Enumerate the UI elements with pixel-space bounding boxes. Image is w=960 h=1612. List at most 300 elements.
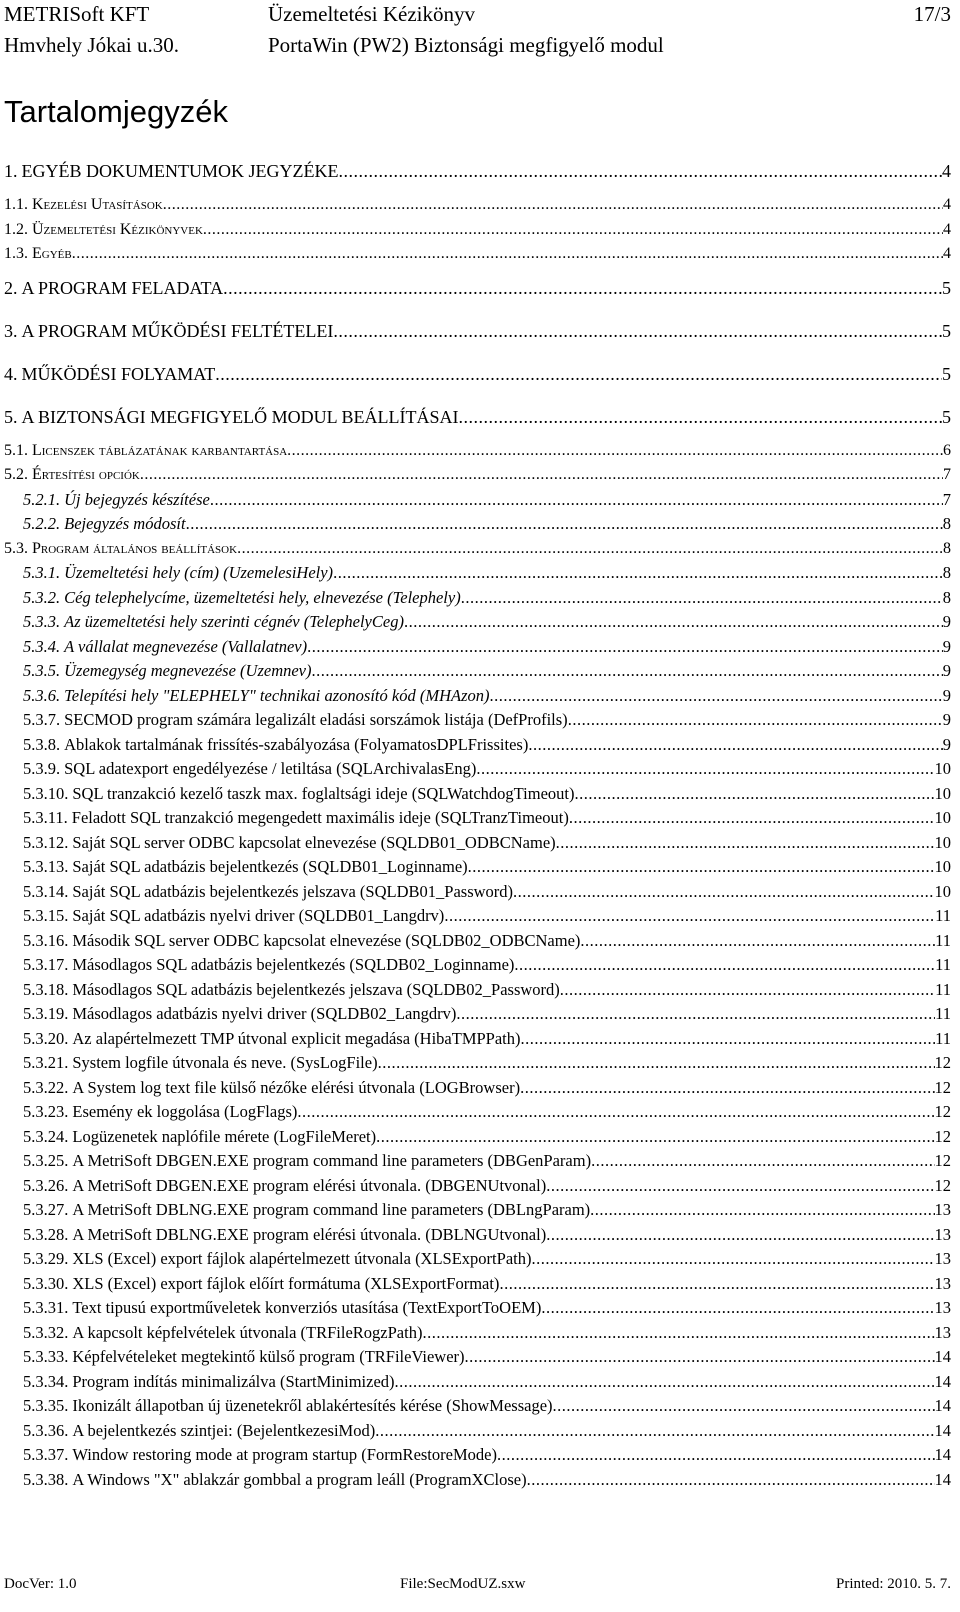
- toc-entry-text: [23, 1002, 456, 1027]
- toc-entry-title: Text tipusú exportműveletek konverziós utasítása (TextExportToOEM): [72, 1298, 542, 1317]
- toc-entry[interactable]: [4, 150, 951, 193]
- toc-entry[interactable]: [4, 610, 951, 635]
- toc-entry-page: 13: [934, 1322, 951, 1342]
- toc-entry[interactable]: [4, 1247, 951, 1272]
- toc-entry-number: 5.3.22.: [23, 1077, 69, 1097]
- toc-entry-number: 5.3.: [4, 539, 28, 557]
- toc-dot-leader: [163, 193, 943, 218]
- toc-entry-text: [23, 1198, 590, 1223]
- toc-entry[interactable]: [4, 635, 951, 660]
- toc-entry-number: 5.3.21.: [23, 1053, 69, 1072]
- toc-entry-page: 11: [935, 930, 951, 950]
- toc-dot-leader: [404, 610, 943, 635]
- toc-entry-number: 5.3.15.: [23, 906, 69, 925]
- toc-entry[interactable]: [4, 1125, 951, 1150]
- toc-entry[interactable]: [4, 904, 951, 929]
- toc-entry-text: [23, 561, 333, 586]
- toc-entry-text: [23, 586, 461, 611]
- toc-entry-number: 5.3.23.: [23, 1102, 69, 1121]
- toc-entry-title: EGYÉB DOKUMENTUMOK JEGYZÉKE: [21, 161, 339, 181]
- toc-dot-leader: [375, 1419, 934, 1444]
- toc-entry[interactable]: [4, 488, 951, 513]
- page-title: Tartalomjegyzék: [4, 94, 228, 129]
- toc-entry-page: 8: [942, 514, 951, 533]
- toc-entry-text: [4, 242, 72, 267]
- toc-dot-leader: [541, 1296, 934, 1321]
- toc-dot-leader: [215, 353, 942, 396]
- toc-dot-leader: [568, 708, 943, 733]
- toc-entry-number: 5.3.1.: [23, 563, 61, 582]
- toc-entry-title: Kezelési Utasítások: [32, 196, 163, 213]
- toc-entry-text: [23, 1394, 553, 1419]
- toc-entry-page: 11: [935, 979, 951, 999]
- toc-entry-text: [4, 353, 215, 396]
- toc-entry-text: [4, 267, 223, 310]
- toc-entry-page: 4: [943, 196, 951, 213]
- toc-entry-text: [23, 782, 574, 807]
- toc-entry-text: [23, 1468, 527, 1493]
- toc-dot-leader: [376, 1125, 934, 1150]
- toc-entry-title: XLS (Excel) export fájlok alapértelmezett útvonala (XLSExportPath): [72, 1249, 532, 1268]
- toc-dot-leader: [395, 1370, 935, 1395]
- toc-entry-page: 9: [942, 685, 951, 705]
- toc-entry[interactable]: [4, 880, 951, 905]
- toc-entry-page: 8: [943, 539, 951, 557]
- toc-dot-leader: [378, 1051, 935, 1076]
- toc-entry-text: [23, 880, 513, 905]
- toc-entry-title: A BIZTONSÁGI MEGFIGYELŐ MODUL BEÁLLÍTÁSAI: [21, 406, 459, 427]
- toc-dot-leader: [497, 1443, 935, 1468]
- toc-entry-number: 5.3.16.: [23, 930, 69, 950]
- toc-entry-title: SQL adatexport engedélyezése / letiltása (SQLArchivalasEng): [64, 759, 477, 778]
- header-address: Hmvhely Jókai u.30.: [4, 33, 179, 57]
- toc-entry-page: 13: [934, 1298, 951, 1317]
- toc-entry-title: Másodlagos SQL adatbázis bejelentkezés (SQLDB02_Loginname): [72, 955, 515, 974]
- toc-dot-leader: [560, 978, 935, 1003]
- footer-printed: Printed: 2010. 5. 7.: [836, 1576, 951, 1592]
- toc-entry-title: Az alapértelmezett TMP útvonal explicit megadása (HibaTMPPath): [72, 1028, 521, 1048]
- toc-entry[interactable]: [4, 1223, 951, 1248]
- toc-entry[interactable]: [4, 1345, 951, 1370]
- toc-entry-number: 5.3.25.: [23, 1151, 69, 1170]
- toc-entry-title: Saját SQL server ODBC kapcsolat elnevezése (SQLDB01_ODBCName): [72, 832, 556, 852]
- toc-entry[interactable]: [4, 218, 951, 243]
- toc-entry[interactable]: [4, 1174, 951, 1199]
- toc-entry-number: 5.2.1.: [23, 489, 61, 509]
- toc-entry-title: Saját SQL adatbázis bejelentkezés jelszava (SQLDB01_Password): [72, 881, 514, 901]
- toc-entry[interactable]: [4, 659, 951, 684]
- toc-entry-number: 5.3.9.: [23, 759, 61, 778]
- toc-entry-page: 14: [934, 1420, 951, 1440]
- toc-entry-title: Második SQL server ODBC kapcsolat elnevezése (SQLDB02_ODBCName): [72, 930, 581, 950]
- toc-entry-number: 5.3.34.: [23, 1371, 69, 1391]
- toc-entry-text: [4, 537, 237, 562]
- toc-entry-number: 2.: [4, 277, 18, 298]
- toc-entry-number: 5.3.37.: [23, 1445, 69, 1464]
- toc-dot-leader: [461, 586, 943, 611]
- toc-entry-page: 9: [942, 636, 951, 656]
- toc-entry-text: [23, 733, 528, 758]
- toc-entry-number: 5.2.: [4, 466, 28, 483]
- toc-entry-page: 9: [942, 734, 951, 754]
- toc-entry[interactable]: [4, 463, 951, 488]
- toc-entry-title: Licenszek táblázatának karbantartása: [32, 441, 288, 459]
- toc-entry-text: [23, 953, 514, 978]
- toc-dot-leader: [458, 396, 942, 439]
- toc-entry-title: A MetriSoft DBLNG.EXE program elérési útvonala. (DBLNGUtvonal): [72, 1224, 547, 1244]
- toc-entry-page: 11: [935, 1004, 951, 1023]
- toc-entry-text: [23, 684, 490, 709]
- toc-entry-text: [23, 806, 569, 831]
- toc-entry-number: 5.3.17.: [23, 955, 69, 974]
- toc-entry-page: 9: [942, 612, 951, 631]
- toc-entry-text: [23, 1100, 297, 1125]
- toc-entry-title: SECMOD program számára legalizált eladási sorszámok listája (DefProfils): [64, 710, 568, 729]
- toc-dot-leader: [72, 242, 943, 267]
- toc-entry-page: 14: [934, 1371, 951, 1391]
- table-of-contents: [4, 150, 951, 1492]
- toc-entry-title: Telepítési hely "ELEPHELY" technikai azonosító kód (MHAzon): [64, 685, 490, 705]
- toc-dot-leader: [210, 488, 943, 513]
- toc-entry-page: 12: [934, 1053, 951, 1072]
- toc-dot-leader: [569, 806, 935, 831]
- toc-dot-leader: [514, 953, 935, 978]
- toc-dot-leader: [312, 659, 943, 684]
- toc-dot-leader: [591, 1149, 934, 1174]
- toc-entry[interactable]: [4, 1370, 951, 1395]
- toc-entry-number: 5.3.29.: [23, 1249, 69, 1268]
- toc-entry-text: [23, 512, 186, 537]
- toc-dot-leader: [499, 1272, 934, 1297]
- footer-file: File:SecModUZ.sxw: [400, 1576, 526, 1592]
- toc-dot-leader: [223, 267, 942, 310]
- toc-entry-text: [23, 1443, 497, 1468]
- toc-entry-number: 5.3.11.: [23, 808, 68, 827]
- toc-entry-number: 5.3.19.: [23, 1004, 69, 1023]
- footer-docver: DocVer: 1.0: [4, 1576, 77, 1592]
- toc-entry[interactable]: [4, 1443, 951, 1468]
- toc-entry[interactable]: [4, 242, 951, 267]
- toc-entry-number: 5.3.32.: [23, 1322, 69, 1342]
- toc-entry-text: [23, 610, 404, 635]
- toc-entry-page: 14: [934, 1347, 951, 1366]
- toc-entry-number: 5.3.2.: [23, 587, 61, 607]
- toc-entry[interactable]: [4, 1394, 951, 1419]
- toc-entry-title: Másodlagos SQL adatbázis bejelentkezés jelszava (SQLDB02_Password): [72, 979, 560, 999]
- toc-entry[interactable]: [4, 1051, 951, 1076]
- toc-entry[interactable]: [4, 1100, 951, 1125]
- toc-entry[interactable]: [4, 806, 951, 831]
- toc-entry[interactable]: [4, 396, 951, 439]
- toc-entry-text: [23, 757, 476, 782]
- toc-dot-leader: [528, 733, 942, 758]
- toc-entry-page: 5: [942, 406, 951, 427]
- toc-entry-page: 12: [934, 1102, 951, 1121]
- toc-dot-leader: [307, 635, 943, 660]
- toc-dot-leader: [476, 757, 934, 782]
- toc-entry-title: SQL tranzakció kezelő taszk max. foglaltsági ideje (SQLWatchdogTimeout): [72, 783, 575, 803]
- toc-entry-number: 5.3.3.: [23, 612, 61, 631]
- toc-entry-text: [23, 1223, 546, 1248]
- toc-entry-number: 1.1.: [4, 196, 28, 213]
- toc-entry[interactable]: [4, 1198, 951, 1223]
- toc-entry-title: A bejelentkezés szintjei: (BejelentkezesiMod): [72, 1420, 376, 1440]
- toc-dot-leader: [521, 1027, 936, 1052]
- toc-dot-leader: [237, 537, 943, 562]
- toc-dot-leader: [333, 561, 943, 586]
- toc-entry[interactable]: [4, 561, 951, 586]
- toc-entry[interactable]: [4, 512, 951, 537]
- toc-dot-leader: [531, 1247, 934, 1272]
- toc-entry-text: [23, 1027, 521, 1052]
- toc-entry-title: A System log text file külső nézőke elérési útvonala (LOGBrowser): [72, 1077, 521, 1097]
- toc-entry[interactable]: [4, 537, 951, 562]
- toc-entry-number: 5.3.33.: [23, 1347, 69, 1366]
- toc-entry-number: 5.3.36.: [23, 1420, 69, 1440]
- header-module: PortaWin (PW2) Biztonsági megfigyelő modul: [268, 33, 664, 57]
- toc-entry-page: 5: [942, 277, 951, 298]
- toc-entry-page: 10: [934, 808, 951, 827]
- toc-dot-leader: [527, 1468, 935, 1493]
- toc-entry-number: 5.3.35.: [23, 1396, 69, 1415]
- toc-entry-title: Üzemeltetési hely (cím) (UzemelesiHely): [64, 563, 334, 582]
- toc-entry[interactable]: [4, 953, 951, 978]
- toc-entry[interactable]: [4, 831, 951, 856]
- toc-entry-page: 6: [943, 441, 951, 459]
- toc-entry-title: Egyéb: [32, 245, 72, 262]
- toc-entry-text: [23, 904, 444, 929]
- toc-entry-number: 5.3.13.: [23, 857, 69, 876]
- toc-dot-leader: [513, 880, 934, 905]
- toc-entry-text: [23, 831, 556, 856]
- toc-dot-leader: [590, 1198, 934, 1223]
- toc-entry-title: Másodlagos adatbázis nyelvi driver (SQLDB02_Langdrv): [72, 1004, 457, 1023]
- toc-entry-page: 7: [942, 489, 951, 509]
- toc-entry-number: 1.3.: [4, 245, 28, 262]
- toc-entry-text: [23, 635, 307, 660]
- toc-entry-title: A vállalat megnevezése (Vallalatnev): [64, 636, 308, 656]
- toc-entry[interactable]: [4, 1321, 951, 1346]
- toc-entry[interactable]: [4, 708, 951, 733]
- toc-entry-number: 5.3.30.: [23, 1273, 69, 1293]
- toc-entry[interactable]: [4, 757, 951, 782]
- toc-entry-title: A kapcsolt képfelvételek útvonala (TRFileRogzPath): [72, 1322, 423, 1342]
- toc-entry-page: 12: [934, 1151, 951, 1170]
- toc-dot-leader: [546, 1223, 934, 1248]
- header-page-number: 17/3: [913, 2, 951, 26]
- toc-entry-title: Saját SQL adatbázis bejelentkezés (SQLDB01_Loginname): [72, 857, 468, 876]
- toc-entry-page: 10: [934, 857, 951, 876]
- toc-dot-leader: [287, 439, 943, 464]
- toc-entry-text: [4, 439, 287, 464]
- toc-entry-page: 7: [943, 466, 951, 483]
- toc-dot-leader: [456, 1002, 935, 1027]
- toc-entry-page: 12: [934, 1175, 951, 1195]
- toc-entry-text: [23, 1370, 395, 1395]
- toc-entry-text: [23, 929, 580, 954]
- toc-entry-page: 14: [934, 1469, 951, 1489]
- toc-entry-page: 12: [934, 1126, 951, 1146]
- toc-entry-page: 4: [943, 220, 951, 238]
- toc-entry[interactable]: [4, 1002, 951, 1027]
- toc-entry-title: A MetriSoft DBLNG.EXE program command line parameters (DBLngParam): [72, 1200, 591, 1219]
- toc-entry-title: Cég telephelycíme, üzemeltetési hely, elnevezése (Telephely): [64, 587, 461, 607]
- toc-entry-text: [23, 1174, 546, 1199]
- toc-entry[interactable]: [4, 1419, 951, 1444]
- toc-entry-title: A PROGRAM FELADATA: [21, 277, 224, 298]
- toc-dot-leader: [338, 150, 942, 193]
- toc-entry[interactable]: [4, 782, 951, 807]
- toc-entry-text: [23, 1272, 499, 1297]
- toc-entry[interactable]: [4, 1296, 951, 1321]
- toc-entry-text: [23, 708, 568, 733]
- toc-entry-number: 5.1.: [4, 441, 28, 459]
- toc-entry-page: 11: [935, 906, 951, 925]
- toc-entry-number: 5.3.27.: [23, 1200, 69, 1219]
- toc-entry-title: Új bejegyzés készítése: [64, 489, 210, 509]
- toc-entry[interactable]: [4, 855, 951, 880]
- toc-dot-leader: [140, 463, 943, 488]
- toc-entry-number: 5.3.14.: [23, 881, 69, 901]
- toc-entry-number: 5.3.4.: [23, 636, 61, 656]
- toc-entry-title: Program általános beállítások: [32, 539, 238, 557]
- toc-entry-text: [23, 1076, 520, 1101]
- toc-entry[interactable]: [4, 267, 951, 310]
- toc-entry-title: Bejegyzés módosít: [64, 514, 186, 533]
- toc-entry-number: 1.2.: [4, 220, 28, 238]
- toc-entry-number: 5.3.38.: [23, 1469, 69, 1489]
- toc-dot-leader: [490, 684, 943, 709]
- toc-entry[interactable]: [4, 1076, 951, 1101]
- toc-entry-text: [23, 1419, 375, 1444]
- toc-dot-leader: [422, 1321, 934, 1346]
- toc-entry-title: A MetriSoft DBGEN.EXE program elérési útvonala. (DBGENUtvonal): [72, 1175, 547, 1195]
- toc-entry[interactable]: [4, 684, 951, 709]
- toc-entry-text: [23, 488, 210, 513]
- toc-entry-page: 14: [934, 1396, 951, 1415]
- toc-entry[interactable]: [4, 1027, 951, 1052]
- toc-entry-number: 5.3.12.: [23, 832, 69, 852]
- toc-entry-number: 5.3.20.: [23, 1028, 69, 1048]
- toc-entry-title: MŰKÖDÉSI FOLYAMAT: [21, 363, 216, 384]
- toc-entry-text: [23, 1051, 378, 1076]
- toc-entry-number: 5.3.26.: [23, 1175, 69, 1195]
- header-company: METRISoft KFT: [4, 2, 150, 26]
- toc-entry-number: 5.3.6.: [23, 685, 61, 705]
- toc-dot-leader: [580, 929, 935, 954]
- toc-entry-page: 10: [934, 881, 951, 901]
- toc-entry-text: [23, 1247, 531, 1272]
- toc-entry-text: [4, 193, 163, 218]
- toc-entry-number: 5.: [4, 406, 18, 427]
- toc-entry-page: 13: [934, 1224, 951, 1244]
- toc-entry[interactable]: [4, 193, 951, 218]
- toc-entry-title: Feladott SQL tranzakció megengedett maximális ideje (SQLTranzTimeout): [71, 808, 569, 827]
- toc-entry-number: 5.3.28.: [23, 1224, 69, 1244]
- toc-entry[interactable]: [4, 439, 951, 464]
- toc-entry-text: [4, 310, 333, 353]
- toc-entry-text: [23, 1296, 541, 1321]
- toc-entry-page: 13: [934, 1249, 951, 1268]
- toc-entry[interactable]: [4, 586, 951, 611]
- toc-entry-page: 8: [942, 587, 951, 607]
- toc-dot-leader: [297, 1100, 934, 1125]
- toc-entry-title: A Windows "X" ablakzár gombbal a program leáll (ProgramXClose): [72, 1469, 527, 1489]
- toc-entry-text: [4, 218, 203, 243]
- toc-entry-text: [23, 1321, 422, 1346]
- toc-entry-page: 13: [934, 1273, 951, 1293]
- toc-entry[interactable]: [4, 978, 951, 1003]
- toc-entry-title: System logfile útvonala és neve. (SysLogFile): [72, 1053, 378, 1072]
- toc-entry-page: 12: [934, 1077, 951, 1097]
- toc-entry-page: 9: [942, 661, 951, 680]
- toc-entry-text: [23, 1149, 591, 1174]
- toc-entry[interactable]: [4, 1272, 951, 1297]
- toc-entry-title: Képfelvételeket megtekintő külső program (TRFileViewer): [72, 1347, 465, 1366]
- header-doc-title: Üzemeltetési Kézikönyv: [268, 2, 476, 26]
- toc-entry-title: Értesítési opciók: [32, 466, 140, 483]
- toc-entry-page: 5: [942, 363, 951, 384]
- toc-entry-title: Program indítás minimalizálva (StartMinimized): [72, 1371, 395, 1391]
- toc-dot-leader: [444, 904, 935, 929]
- toc-entry-number: 4.: [4, 363, 18, 384]
- toc-entry-title: Window restoring mode at program startup (FormRestoreMode): [72, 1445, 497, 1464]
- toc-entry-text: [4, 150, 338, 193]
- toc-entry-title: Üzemeltetési Kézikönyvek: [32, 220, 203, 238]
- toc-entry-page: 11: [935, 955, 951, 974]
- toc-dot-leader: [465, 1345, 935, 1370]
- toc-entry-number: 5.3.18.: [23, 979, 69, 999]
- toc-entry[interactable]: [4, 310, 951, 353]
- toc-entry-title: A PROGRAM MŰKÖDÉSI FELTÉTELEI: [21, 320, 334, 341]
- toc-entry-number: 5.3.10.: [23, 783, 69, 803]
- toc-dot-leader: [553, 1394, 935, 1419]
- toc-dot-leader: [468, 855, 935, 880]
- toc-entry-page: 11: [935, 1028, 951, 1048]
- toc-entry-title: A MetriSoft DBGEN.EXE program command line parameters (DBGenParam): [72, 1151, 592, 1170]
- toc-dot-leader: [203, 218, 943, 243]
- toc-entry-number: 5.3.5.: [23, 661, 61, 680]
- toc-entry-number: 5.3.7.: [23, 710, 61, 729]
- toc-entry-page: 10: [934, 832, 951, 852]
- toc-entry-title: Üzemegység megnevezése (Uzemnev): [64, 661, 312, 680]
- toc-entry-page: 4: [943, 245, 951, 262]
- toc-entry[interactable]: [4, 929, 951, 954]
- toc-entry[interactable]: [4, 733, 951, 758]
- toc-entry[interactable]: [4, 353, 951, 396]
- toc-dot-leader: [186, 512, 943, 537]
- toc-entry-title: Saját SQL adatbázis nyelvi driver (SQLDB01_Langdrv): [72, 906, 445, 925]
- toc-entry-number: 5.3.31.: [23, 1298, 69, 1317]
- toc-entry-text: [23, 1125, 376, 1150]
- toc-entry-text: [23, 659, 312, 684]
- toc-entry-page: 5: [942, 320, 951, 341]
- toc-entry-title: Ikonizált állapotban új üzenetekről ablakértesítés kérése (ShowMessage): [72, 1396, 553, 1415]
- toc-entry-text: [4, 463, 140, 488]
- toc-dot-leader: [333, 310, 942, 353]
- toc-entry-title: Logüzenetek naplófile mérete (LogFileMeret): [72, 1126, 377, 1146]
- toc-entry-page: 10: [934, 759, 951, 778]
- toc-entry-text: [4, 396, 458, 439]
- toc-dot-leader: [574, 782, 934, 807]
- toc-dot-leader: [546, 1174, 934, 1199]
- toc-entry[interactable]: [4, 1149, 951, 1174]
- toc-dot-leader: [556, 831, 935, 856]
- toc-entry-title: Az üzemeltetési hely szerinti cégnév (TelephelyCeg): [64, 612, 404, 631]
- toc-entry-number: 5.3.24.: [23, 1126, 69, 1146]
- toc-entry-page: 10: [934, 783, 951, 803]
- toc-entry[interactable]: [4, 1468, 951, 1493]
